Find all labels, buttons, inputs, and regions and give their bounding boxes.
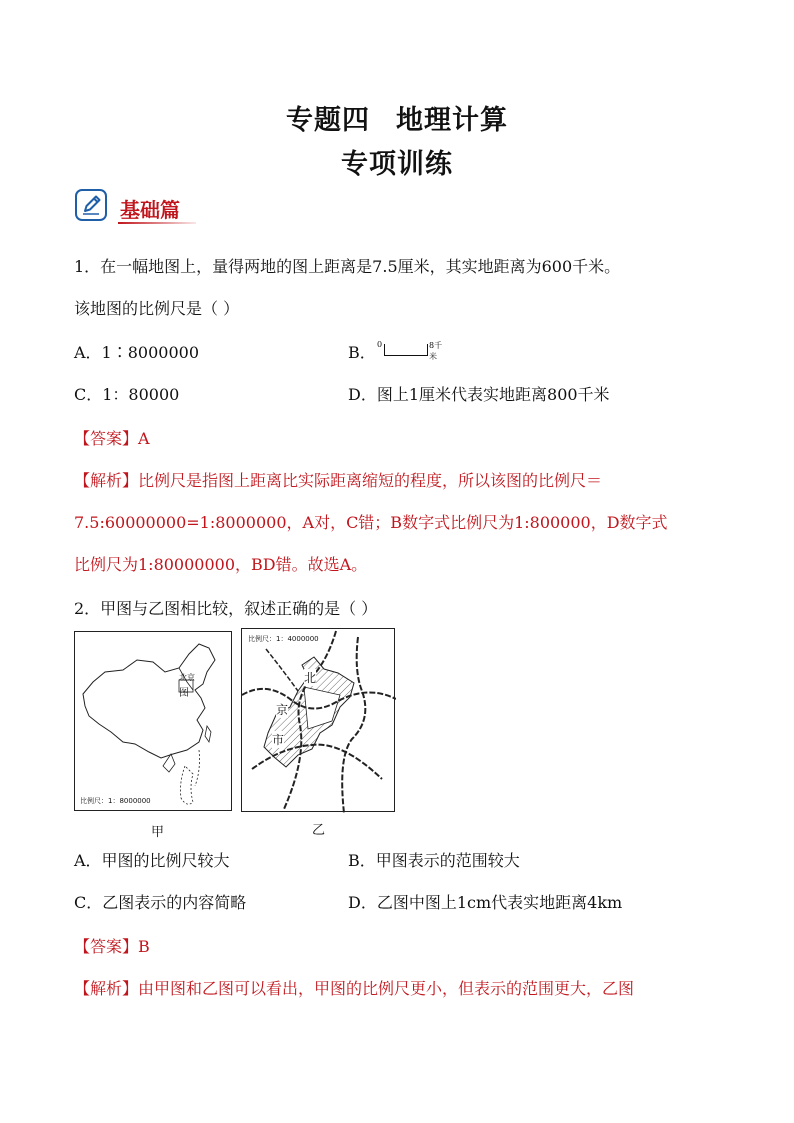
title-part-subject: 地理计算 bbox=[396, 105, 508, 136]
q2-option-a: A．甲图的比例尺较大 bbox=[74, 851, 230, 870]
q1-option-d: D．图上1厘米代表实地距离800千米 bbox=[348, 385, 610, 404]
section-label: 基础篇 bbox=[120, 198, 180, 222]
edit-pencil-icon bbox=[75, 189, 107, 221]
map-yi bbox=[241, 628, 395, 812]
q1-analysis-line3: 比例尺为1:80000000，BD错。故选A。 bbox=[74, 555, 368, 574]
q1-analysis-line1: 【解析】比例尺是指图上距离比实际距离缩短的程度，所以该图的比例尺＝ bbox=[74, 471, 603, 490]
map-jia bbox=[74, 631, 232, 811]
map-yi-jing-label: 京 bbox=[276, 703, 289, 717]
map-jia-beijing-label: 北京 bbox=[179, 673, 195, 682]
q1-option-b-scale-bar bbox=[374, 340, 444, 360]
map-yi-scale: 比例尺：1：4000000 bbox=[248, 635, 319, 643]
scale-segment bbox=[384, 344, 428, 356]
q1-option-a: A．1∶8000000 bbox=[74, 343, 199, 362]
map-jia-tu-label: 图 bbox=[179, 688, 189, 699]
scale-zero-label: 0 bbox=[377, 340, 383, 349]
q2-option-d: D．乙图中图上1cm代表实地距离4km bbox=[348, 893, 623, 912]
section-underline bbox=[118, 222, 196, 224]
scale-end-label: 8千米 bbox=[429, 341, 443, 361]
q1-analysis-line2: 7.5:60000000=1:8000000，A对，C错；B数字式比例尺为1:800000，D数字式 bbox=[74, 513, 668, 532]
map-jia-drawing bbox=[75, 632, 233, 812]
q1-stem-line2: 该地图的比例尺是（ ） bbox=[74, 299, 240, 318]
map-yi-shi-label: 市 bbox=[272, 733, 285, 747]
map-yi-caption: 乙 bbox=[312, 823, 326, 838]
section-header bbox=[72, 186, 212, 228]
map-jia-caption: 甲 bbox=[151, 825, 165, 840]
q2-analysis-line1: 【解析】由甲图和乙图可以看出，甲图的比例尺更小，但表示的范围更大，乙图 bbox=[74, 979, 635, 998]
q1-stem-line1: 1．在一幅地图上，量得两地的图上距离是7.5厘米，其实地距离为600千米。 bbox=[74, 257, 621, 276]
q1-option-c: C．1：80000 bbox=[74, 385, 180, 404]
q1-answer: 【答案】A bbox=[74, 429, 150, 448]
q2-option-c: C．乙图表示的内容简略 bbox=[74, 893, 247, 912]
page-subtitle: 专项训练 bbox=[341, 149, 453, 180]
q2-answer: 【答案】B bbox=[74, 937, 150, 956]
page-title bbox=[0, 98, 794, 137]
map-yi-bei-label: 北 bbox=[304, 671, 317, 685]
title-part-topic: 专题四 bbox=[286, 105, 370, 136]
q2-stem: 2．甲图与乙图相比较，叙述正确的是（ ） bbox=[74, 599, 378, 618]
q2-option-b: B．甲图表示的范围较大 bbox=[348, 851, 520, 870]
map-yi-drawing bbox=[242, 629, 396, 813]
map-jia-scale: 比例尺：1：8000000 bbox=[80, 797, 151, 805]
q1-option-b-prefix: B． bbox=[348, 343, 376, 362]
